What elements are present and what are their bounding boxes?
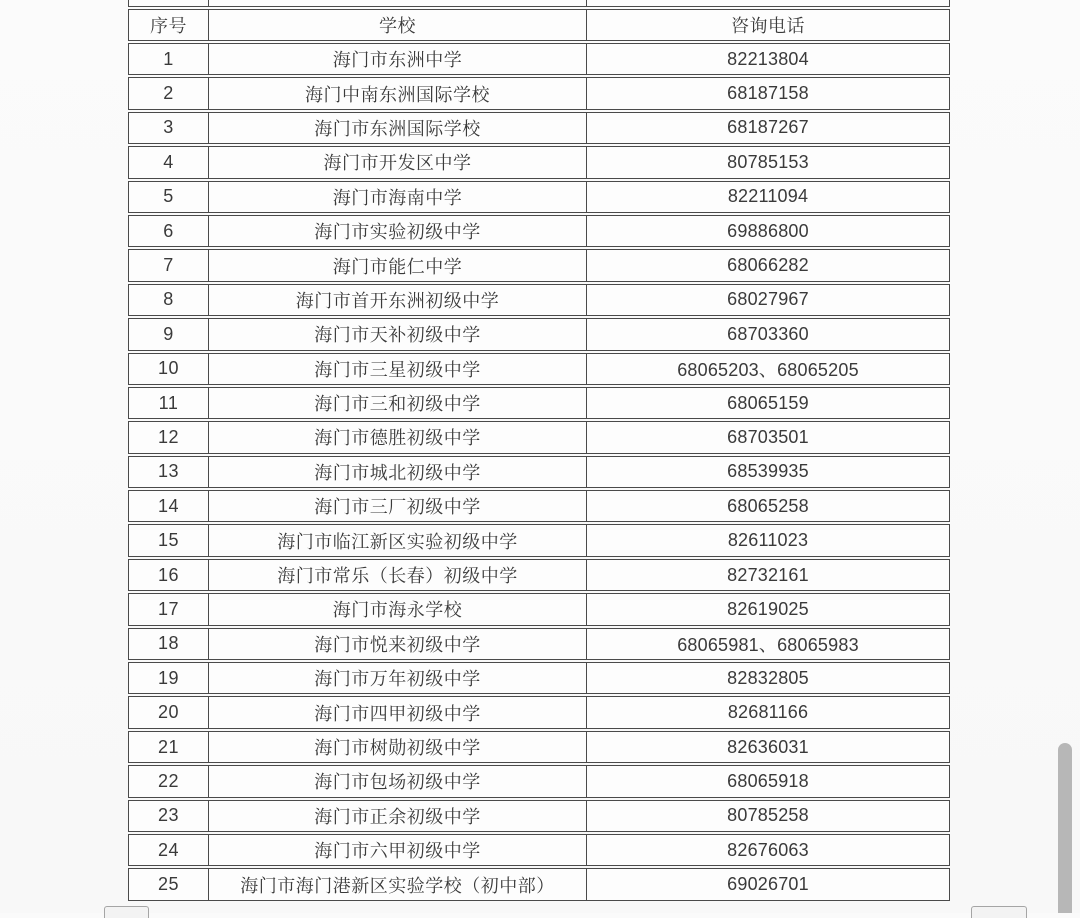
phone-cell: 68027967	[586, 285, 949, 315]
phone-cell: 68187267	[586, 113, 949, 143]
table-row	[128, 868, 950, 900]
school-name-cell: 海门市海门港新区实验学校（初中部）	[208, 869, 586, 899]
phone-cell: 80785153	[586, 147, 949, 177]
table-row	[128, 593, 950, 625]
row-number-cell: 20	[157, 702, 180, 723]
phone-cell: 82213804	[586, 44, 949, 74]
phone-cell: 82681166	[586, 697, 949, 727]
table-row	[128, 490, 950, 522]
table-row	[128, 421, 950, 453]
table-row	[128, 765, 950, 797]
next-content-box-fragment	[104, 906, 149, 918]
row-number-cell: 8	[163, 289, 174, 310]
phone-cell: 68065203、68065205	[586, 354, 949, 384]
school-name-cell: 海门市实验初级中学	[208, 216, 586, 246]
school-name-cell: 海门市东洲中学	[208, 44, 586, 74]
table-row	[128, 696, 950, 728]
phone-cell: 82211094	[586, 182, 949, 212]
school-name-cell: 海门市东洲国际学校	[208, 113, 586, 143]
school-name-cell: 海门市万年初级中学	[208, 663, 586, 693]
school-name-cell: 海门市四甲初级中学	[208, 697, 586, 727]
header-cell-school: 学校	[208, 10, 586, 40]
school-name-cell	[208, 0, 586, 6]
phone-cell: 69886800	[586, 216, 949, 246]
row-number-cell: 19	[157, 667, 180, 688]
school-phone-table	[128, 0, 950, 901]
row-number-cell: 7	[163, 255, 174, 276]
table-row	[128, 181, 950, 213]
school-name-cell: 海门市三厂初级中学	[208, 491, 586, 521]
phone-cell: 68703360	[586, 319, 949, 349]
table-header-row	[128, 9, 950, 41]
school-name-cell: 海门市德胜初级中学	[208, 422, 586, 452]
row-number-cell: 23	[157, 805, 180, 826]
phone-cell	[586, 0, 949, 6]
row-number-cell: 2	[163, 83, 174, 104]
next-content-box-fragment	[971, 906, 1027, 918]
school-name-cell: 海门市正余初级中学	[208, 801, 586, 831]
school-name-cell: 海门市树勋初级中学	[208, 732, 586, 762]
table-row	[128, 628, 950, 660]
row-number-cell	[129, 0, 208, 6]
table-row	[128, 834, 950, 866]
school-name-cell: 海门市天补初级中学	[208, 319, 586, 349]
school-name-cell: 海门市能仁中学	[208, 250, 586, 280]
row-number-cell: 25	[157, 874, 180, 895]
phone-cell: 82636031	[586, 732, 949, 762]
row-number-cell: 21	[157, 736, 180, 757]
school-name-cell: 海门市三和初级中学	[208, 388, 586, 418]
table-row	[128, 559, 950, 591]
row-number-cell: 18	[157, 633, 180, 654]
row-number-cell: 13	[157, 461, 180, 482]
table-row	[128, 731, 950, 763]
table-row	[128, 112, 950, 144]
table-row	[128, 318, 950, 350]
row-number-cell: 11	[158, 392, 179, 413]
row-number-cell: 16	[157, 564, 180, 585]
phone-cell: 68065918	[586, 766, 949, 796]
row-number-cell: 15	[157, 530, 180, 551]
phone-cell: 82832805	[586, 663, 949, 693]
row-number-cell: 17	[157, 598, 180, 619]
school-name-cell: 海门市临江新区实验初级中学	[208, 525, 586, 555]
school-name-cell: 海门市六甲初级中学	[208, 835, 586, 865]
phone-cell: 68703501	[586, 422, 949, 452]
school-name-cell: 海门市城北初级中学	[208, 457, 586, 487]
table-row-fragment-top	[128, 0, 950, 7]
row-number-cell: 22	[157, 770, 180, 791]
row-number-cell: 12	[157, 426, 180, 447]
school-name-cell: 海门市首开东洲初级中学	[208, 285, 586, 315]
phone-cell: 82619025	[586, 594, 949, 624]
table-row	[128, 353, 950, 385]
school-name-cell: 海门市悦来初级中学	[208, 629, 586, 659]
school-name-cell: 海门中南东洲国际学校	[208, 78, 586, 108]
table-row	[128, 524, 950, 556]
row-number-cell: 14	[157, 495, 180, 516]
school-name-cell: 海门市常乐（长春）初级中学	[208, 560, 586, 590]
phone-cell: 69026701	[586, 869, 949, 899]
table-row	[128, 43, 950, 75]
table-body	[128, 43, 950, 901]
row-number-cell: 4	[163, 151, 174, 172]
row-number-cell: 5	[163, 186, 174, 207]
table-row	[128, 387, 950, 419]
phone-cell: 82676063	[586, 835, 949, 865]
phone-cell: 82611023	[586, 525, 949, 555]
table-row	[128, 249, 950, 281]
header-cell-no: 序号	[150, 16, 187, 36]
row-number-cell: 3	[163, 117, 174, 138]
phone-cell: 82732161	[586, 560, 949, 590]
row-number-cell: 6	[163, 220, 174, 241]
school-name-cell: 海门市海南中学	[208, 182, 586, 212]
row-number-cell: 1	[163, 48, 174, 69]
phone-cell: 68066282	[586, 250, 949, 280]
table-row	[128, 77, 950, 109]
phone-cell: 68539935	[586, 457, 949, 487]
school-name-cell: 海门市包场初级中学	[208, 766, 586, 796]
table-row	[128, 662, 950, 694]
table-row	[128, 215, 950, 247]
table-row	[128, 146, 950, 178]
phone-cell: 68065159	[586, 388, 949, 418]
table-row	[128, 456, 950, 488]
table-row	[128, 284, 950, 316]
phone-cell: 68187158	[586, 78, 949, 108]
school-name-cell: 海门市三星初级中学	[208, 354, 586, 384]
row-number-cell: 9	[163, 323, 174, 344]
header-cell-phone: 咨询电话	[586, 10, 949, 40]
phone-cell: 68065258	[586, 491, 949, 521]
phone-cell: 68065981、68065983	[586, 629, 949, 659]
school-name-cell: 海门市海永学校	[208, 594, 586, 624]
phone-cell: 80785258	[586, 801, 949, 831]
row-number-cell: 24	[157, 839, 180, 860]
row-number-cell: 10	[157, 358, 180, 379]
table-row	[128, 800, 950, 832]
school-name-cell: 海门市开发区中学	[208, 147, 586, 177]
scrollbar-thumb[interactable]	[1058, 743, 1072, 913]
